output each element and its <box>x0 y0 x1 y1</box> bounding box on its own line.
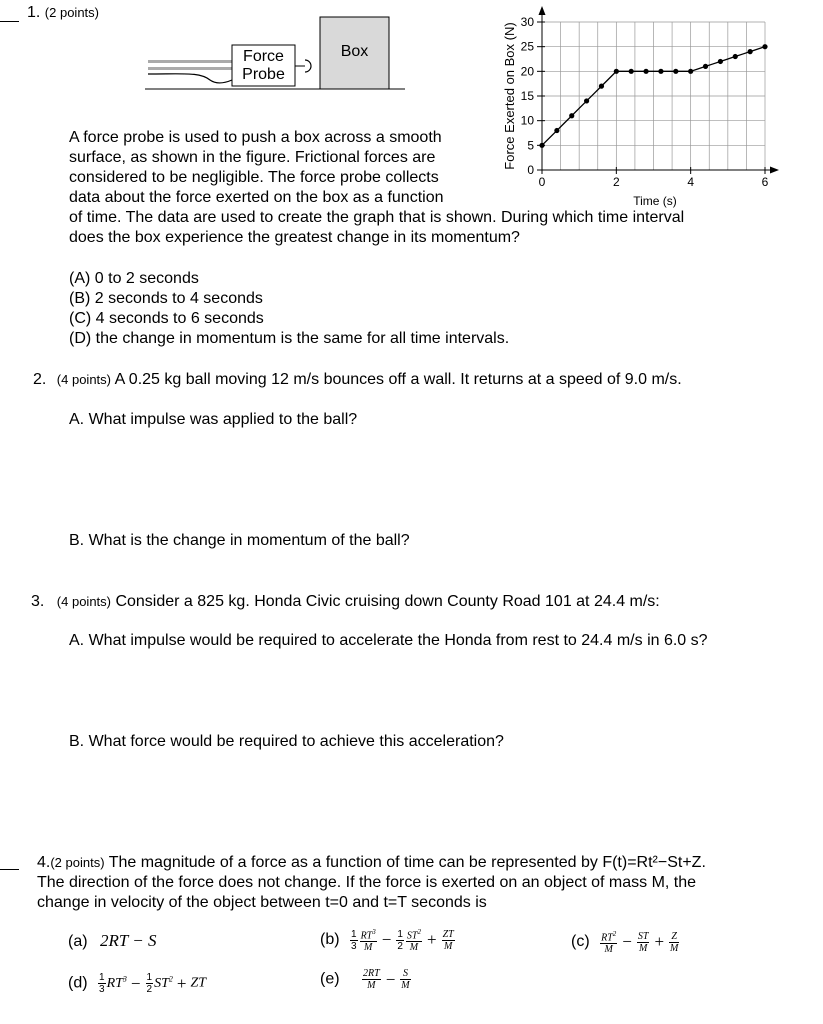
q4-choice-c-label: (c) <box>571 933 590 951</box>
probe-cable <box>148 74 232 83</box>
q1-text-line: A force probe is used to push a box across a smooth <box>69 129 442 146</box>
q4-choice-b-label: (b) <box>320 931 340 949</box>
q4-choice-d[interactable]: (d) $\frac{1}{3}$ $RT^3$ − $\frac{1}{2}$ $ST^2$ + ZT <box>68 972 207 995</box>
answer-line-q4 <box>0 869 19 870</box>
q4-points: (2 points) <box>50 855 105 870</box>
y-tick-label: 20 <box>520 64 534 79</box>
data-point <box>569 113 574 118</box>
q1-option-a[interactable]: (A) 0 to 2 seconds <box>69 270 199 287</box>
q4-choice-a-label: (a) <box>68 933 88 950</box>
q1-option-b[interactable]: (B) 2 seconds to 4 seconds <box>69 290 263 307</box>
box-label: Box <box>340 43 369 60</box>
q2-part-b: B. What is the change in momentum of the ball? <box>69 532 410 549</box>
q4-choice-d-label: (d) <box>68 974 88 992</box>
data-point <box>688 69 693 74</box>
q2-part-a: A. What impulse was applied to the ball? <box>69 411 358 428</box>
q1-text-line: data about the force exerted on the box as a function <box>69 189 444 206</box>
q3-part-b: B. What force would be required to achieve this acceleration? <box>69 733 504 750</box>
q4-choice-a-expr: 2RT − S <box>100 931 157 950</box>
force-probe-label <box>232 48 295 84</box>
y-tick-label: 0 <box>527 163 534 177</box>
probe-rod-upper <box>148 60 232 63</box>
x-tick-label: 4 <box>687 175 695 189</box>
q4-text-line: The direction of the force does not change. If the force is exerted on an object of mass M, the <box>37 874 697 891</box>
q1-text-line: surface, as shown in the figure. Frictional forces are <box>69 149 436 166</box>
y-axis-arrow <box>539 6 546 15</box>
q4-number: 4. <box>37 854 51 871</box>
data-point <box>748 49 753 54</box>
chart-y-axis-label: Force Exerted on Box (N) <box>502 22 517 170</box>
x-tick-label: 6 <box>761 175 769 189</box>
data-point <box>599 84 604 89</box>
q3-points: (4 points) <box>56 594 111 609</box>
force-probe-label-line1: Force <box>243 48 284 65</box>
q1-points: (2 points) <box>44 5 99 20</box>
q1-number: 1. <box>27 4 41 21</box>
y-tick-label: 25 <box>520 39 534 54</box>
answer-line-q1 <box>0 21 19 22</box>
q2-header <box>33 370 682 390</box>
q2-number: 2. <box>33 371 47 388</box>
chart-x-axis-label: Time (s) <box>633 194 677 208</box>
q3-part-a: A. What impulse would be required to accelerate the Honda from rest to 24.4 m/s in 6.0 s? <box>69 632 708 649</box>
data-point <box>703 64 708 69</box>
hook-icon <box>305 60 311 72</box>
q3-number: 3. <box>31 593 45 610</box>
data-point <box>658 69 663 74</box>
q3-prompt: Consider a 825 kg. Honda Civic cruising down County Road 101 at 24.4 m/s: <box>115 593 660 610</box>
y-tick-label: 5 <box>527 138 534 153</box>
data-point <box>718 59 723 64</box>
y-tick-label: 10 <box>520 113 534 128</box>
q1-options <box>69 269 509 349</box>
q1-text-line: does the box experience the greatest change in its momentum? <box>69 229 520 246</box>
q1-text-line: considered to be negligible. The force probe collects <box>69 169 439 186</box>
x-tick-label: 0 <box>538 175 546 189</box>
data-point <box>643 69 648 74</box>
data-point <box>733 54 738 59</box>
probe-rod-lower <box>148 67 232 70</box>
q1-header <box>27 3 99 23</box>
q4-choice-c[interactable]: (c) $\frac{RT^2}{M}$ − $\frac{ST}{M}$ + $\frac{Z}{M}$ <box>571 930 679 956</box>
y-tick-label: 30 <box>520 15 534 29</box>
q3-header <box>31 592 660 612</box>
force-probe-label-line2: Probe <box>242 66 285 83</box>
data-point <box>762 44 767 49</box>
data-point <box>629 69 634 74</box>
y-tick-label: 15 <box>520 89 534 103</box>
data-point <box>673 69 678 74</box>
x-axis-arrow <box>770 167 779 174</box>
data-point <box>584 98 589 103</box>
q4-text-line: The magnitude of a force as a function of time can be represented by F(t)=Rt²−St+Z. <box>108 854 706 871</box>
q4-text <box>37 853 706 913</box>
q2-points: (4 points) <box>56 372 111 387</box>
x-tick-label: 2 <box>612 175 620 189</box>
q4-choice-e-label: (e) <box>320 970 340 988</box>
q1-option-d[interactable]: (D) the change in momentum is the same for all time intervals. <box>69 330 510 347</box>
q4-choice-e[interactable]: (e) $\frac{2RT}{M}$ − $\frac{S}{M}$ <box>320 968 410 991</box>
q4-text-line: change in velocity of the object between t=0 and t=T seconds is <box>37 894 487 911</box>
q4-choice-a[interactable] <box>68 931 157 952</box>
q1-option-c[interactable]: (C) 4 seconds to 6 seconds <box>69 310 264 327</box>
q1-text-line: of time. The data are used to create the graph that is shown. During which time interval <box>69 209 685 226</box>
q4-choice-b[interactable]: (b) $\frac{1}{3}$ $\frac{RT^3}{M}$ − $\frac{1}{2}$ $\frac{ST^2}{M}$ + $\frac{ZT}{M}$ <box>320 928 454 954</box>
q2-prompt: A 0.25 kg ball moving 12 m/s bounces off a wall. It returns at a speed of 9.0 m/s. <box>114 371 682 388</box>
q1-text <box>69 128 684 248</box>
data-point <box>614 69 619 74</box>
